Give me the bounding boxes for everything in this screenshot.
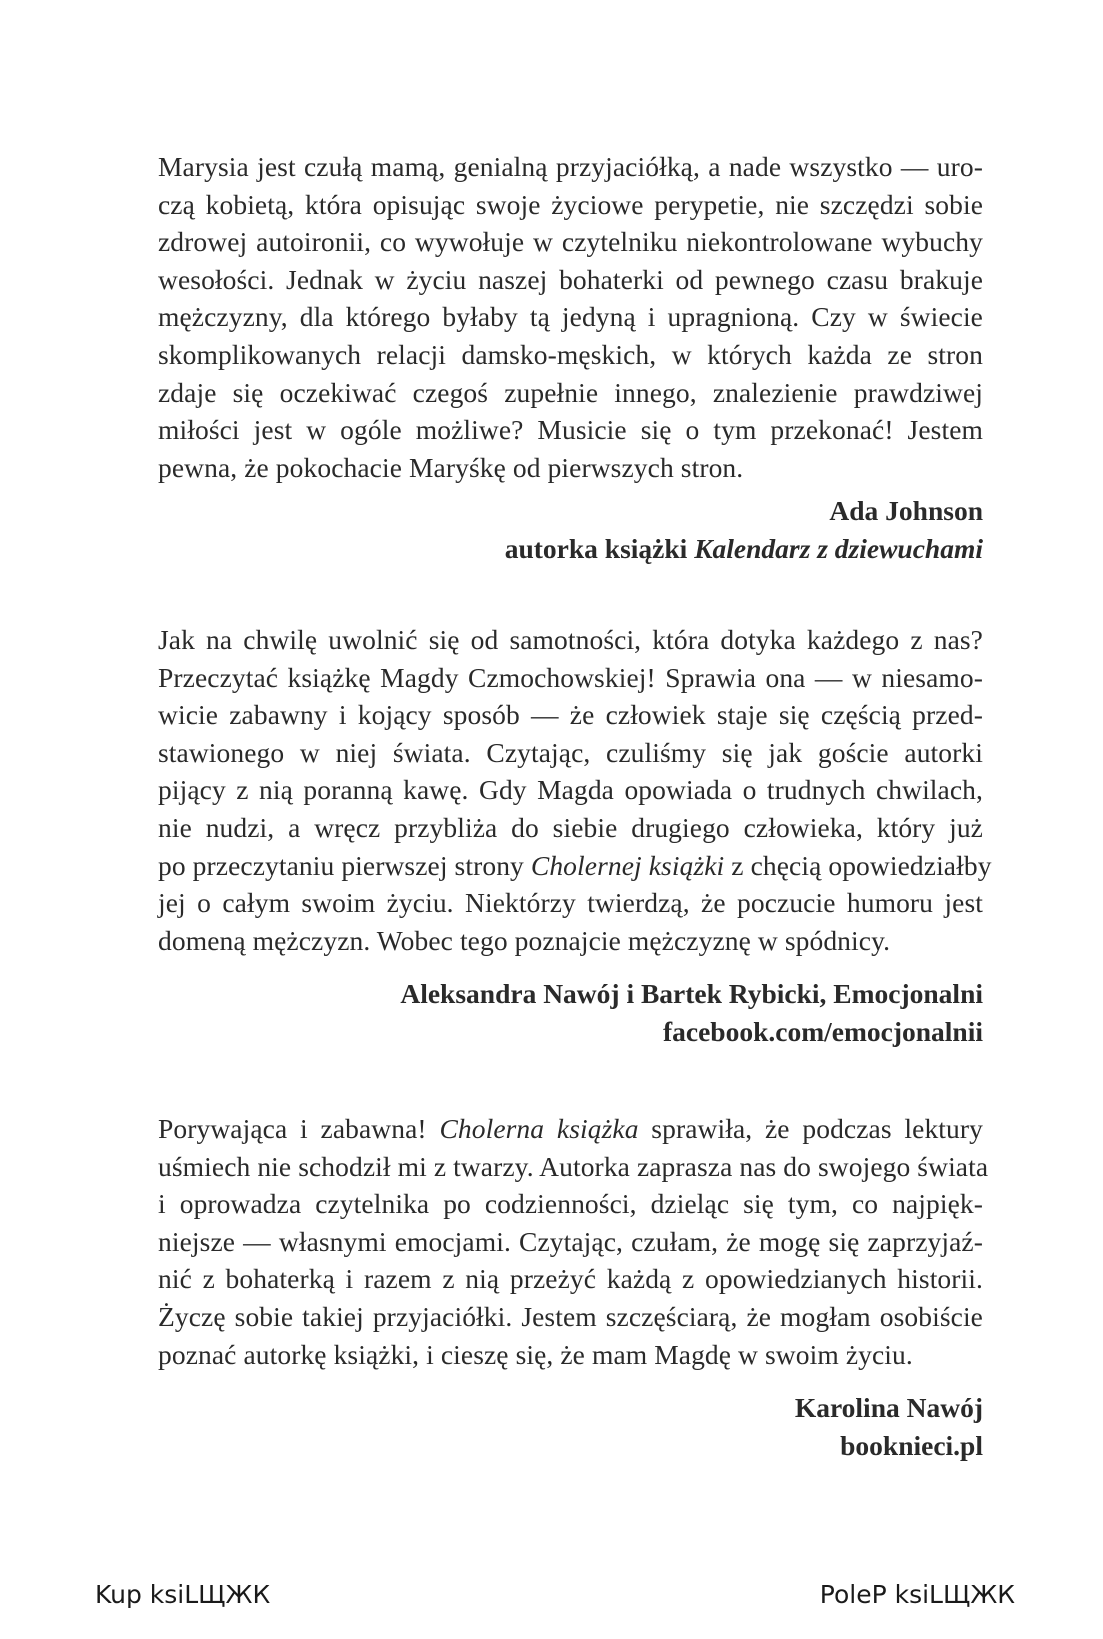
text-line bbox=[158, 1110, 983, 1148]
blurb-text bbox=[158, 148, 983, 486]
text-line: poznać autorkę książki, i cieszę się, że mam Magdę w swoim życiu. bbox=[158, 1338, 913, 1370]
text-line: skomplikowanych relacji damsko-męskich, w których każda ze stron bbox=[158, 338, 983, 370]
blurb-text bbox=[158, 621, 992, 959]
text-line: domeną mężczyzn. Wobec tego poznajcie mężczyznę w spódnicy. bbox=[158, 924, 891, 956]
text-line: mężczyzny, dla którego byłaby tą jedyną i upragnioną. Czy w świecie bbox=[158, 301, 983, 333]
text-line: miłości jest w ogóle możliwe? Musicie się o tym przekonać! Jestem bbox=[158, 414, 983, 446]
text-line: zdaje się oczekiwać czegoś zupełnie innego, znalezienie prawdziwej bbox=[158, 376, 983, 408]
text-span: sprawiła, że podczas lektury bbox=[638, 1113, 983, 1144]
author-name: Ada Johnson bbox=[829, 495, 983, 527]
author-note: facebook.com/emocjonalnii bbox=[662, 1015, 983, 1047]
book-title: Cholernej książki bbox=[530, 849, 725, 881]
text-line: wesołości. Jednak w życiu naszej bohaterki od pewnego czasu brakuje bbox=[158, 263, 983, 295]
footer-recommend-link[interactable]: PoleP ksiLЩЖК bbox=[819, 1580, 1015, 1609]
note-text: autorka książki bbox=[504, 532, 695, 564]
footer-buy-link[interactable]: Kup ksiLЩЖК bbox=[95, 1580, 271, 1609]
text-line: Życzę sobie takiej przyjaciółki. Jestem szczęściarą, że mogłam osobiście bbox=[158, 1300, 983, 1332]
text-span: Porywająca i zabawna! bbox=[158, 1113, 440, 1144]
text-line: stawionego w niej świata. Czytając, czuliśmy się jak goście autorki bbox=[158, 736, 983, 768]
blurb-signature bbox=[158, 1389, 983, 1464]
text-line: nić z bohaterką i razem z nią przeżyć każdą z opowiedzianych historii. bbox=[158, 1263, 983, 1295]
author-name: Karolina Nawój bbox=[794, 1392, 983, 1424]
author-name: Aleksandra Nawój i Bartek Rybicki, Emocjonalni bbox=[400, 978, 983, 1010]
author-note bbox=[158, 530, 983, 568]
text-line: niejsze — własnymi emocjami. Czytając, czułam, że mogę się zaprzyjaź- bbox=[158, 1225, 983, 1257]
text-line: uśmiech nie schodził mi z twarzy. Autorka zaprasza nas do swojego świata bbox=[158, 1150, 989, 1182]
blurb-emocjonalni bbox=[158, 621, 992, 1051]
text-line: Marysia jest czułą mamą, genialną przyjaciółką, a nade wszystko — uro- bbox=[158, 151, 983, 182]
blurb-ada-johnson bbox=[158, 148, 983, 568]
text-line: Jak na chwilę uwolnić się od samotności, która dotyka każdego z nas? bbox=[158, 624, 983, 655]
text-line bbox=[158, 847, 992, 885]
text-line: jej o całym swoim życiu. Niektórzy twierdzą, że poczucie humoru jest bbox=[158, 887, 983, 919]
text-line: wicie zabawny i kojący sposób — że człowiek staje się częścią przed- bbox=[158, 699, 983, 731]
text-line: nie nudzi, a wręcz przybliża do siebie drugiego człowieka, który już bbox=[158, 811, 983, 843]
author-note: booknieci.pl bbox=[840, 1429, 983, 1461]
text-span: z chęcią opowiedziałby bbox=[724, 849, 992, 881]
text-span: po przeczytaniu pierwszej strony bbox=[158, 849, 531, 881]
text-line: pewna, że pokochacie Maryśkę od pierwszych stron. bbox=[158, 451, 744, 483]
text-line: Przeczytać książkę Magdy Czmochowskiej! Sprawia ona — w niesamo- bbox=[158, 661, 983, 693]
book-title: Cholerna książka bbox=[439, 1113, 639, 1144]
blurb-text bbox=[158, 1110, 989, 1373]
text-line: zdrowej autoironii, co wywołuje w czytelniku niekontrolowane wybuchy bbox=[158, 226, 983, 258]
text-line: pijący z nią poranną kawę. Gdy Magda opowiada o trudnych chwilach, bbox=[158, 774, 983, 806]
text-line: i oprowadza czytelnika po codzienności, dzieląc się tym, co najpięk- bbox=[158, 1188, 983, 1220]
text-line: czą kobietą, która opisując swoje życiowe perypetie, nie szczędzi sobie bbox=[158, 188, 983, 220]
blurb-karolina-nawoj bbox=[158, 1110, 989, 1464]
blurb-signature bbox=[158, 975, 983, 1050]
book-title: Kalendarz z dziewuchami bbox=[694, 532, 983, 564]
blurb-signature bbox=[158, 492, 983, 567]
